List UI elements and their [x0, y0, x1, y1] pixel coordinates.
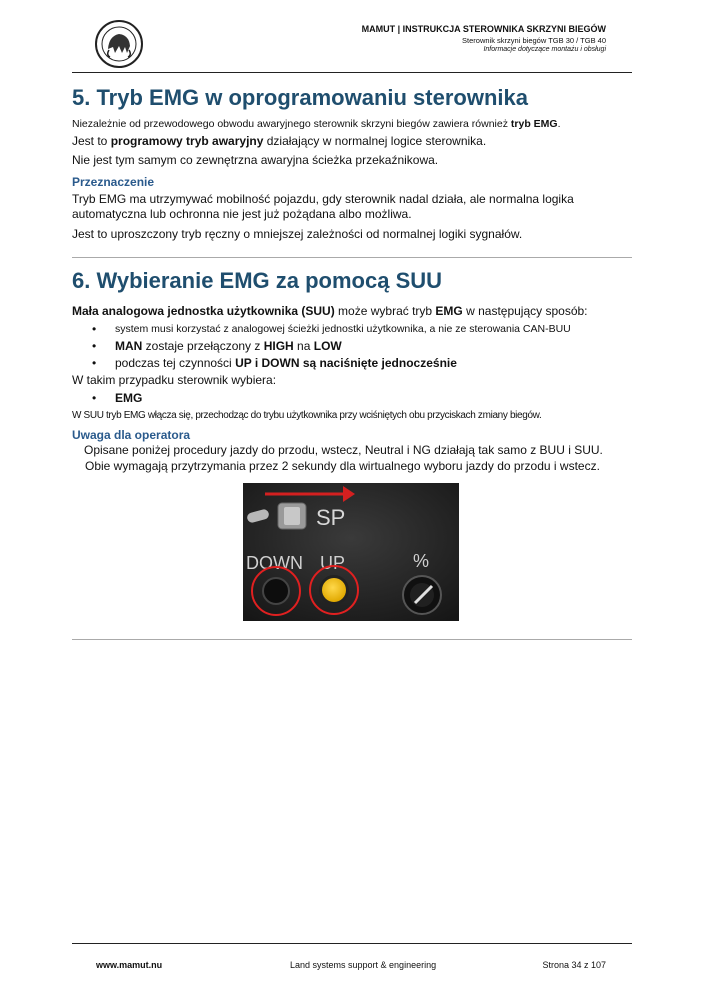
header-text [362, 24, 606, 53]
down-label: DOWN [246, 553, 303, 573]
control-panel-photo [243, 483, 459, 621]
sp-label: SP [316, 505, 346, 530]
down-button [263, 578, 289, 604]
header-subtitle: Sterownik skrzyni biegów TGB 30 / TGB 40 [462, 36, 606, 45]
section-5-title: 5. Tryb EMG w oprogramowaniu sterownika [72, 85, 528, 110]
page-header [72, 17, 632, 72]
section-6-intro: Mała analogowa jednostka użytkownika (SUU) może wybrać tryb EMG w następujący sposób: [72, 304, 588, 318]
bullet-dot: • [92, 322, 97, 336]
section-6-case-text: W takim przypadku sterownik wybiera: [72, 373, 277, 387]
up-button [322, 578, 346, 602]
section-5-paragraph-4-line-2: automatyczna lub ochronna nie jest już pożądana albo możliwa. [72, 207, 412, 221]
header-title: MAMUT | INSTRUKCJA STEROWNIKA SKRZYNI BIEGÓW [361, 24, 606, 34]
section-end-divider [72, 639, 632, 640]
section-6-title: 6. Wybieranie EMG za pomocą SUU [72, 268, 443, 293]
section-divider [72, 257, 632, 258]
section-6-note: W SUU tryb EMG włącza się, przechodząc do trybu użytkownika przy wciśniętych obu przyciskach zmiany biegów. [72, 410, 542, 421]
bullet-dot: • [92, 391, 97, 405]
operator-note-line-2: Obie wymagają przytrzymania przez 2 sekundy dla wirtualnego wyboru jazdy do przodu i wstecz. [85, 459, 600, 473]
section-5-paragraph-3: Nie jest tym samym co zewnętrzna awaryjna ścieżka przekaźnikowa. [72, 153, 439, 167]
operator-note-heading: Uwaga dla operatora [72, 428, 191, 442]
bullet-item-3: podczas tej czynności UP i DOWN są naciśnięte jednocześnie [115, 356, 457, 370]
footer-page-number: Strona 34 z 107 [542, 960, 606, 970]
operator-note-line-1: Opisane poniżej procedury jazdy do przodu, wstecz, Neutral i NG działają tak samo z BUU i SUU. [84, 443, 603, 457]
percent-label: % [413, 551, 430, 571]
section-5-paragraph-1: Niezależnie od przewodowego obwodu awaryjnego sterownik skrzyni biegów zawiera również tryb EMG. [72, 118, 561, 130]
header-subtitle-italic: Informacje dotyczące montażu i obsługi [483, 46, 606, 53]
percent-knob-icon [403, 576, 441, 614]
section-5-paragraph-4-line-1: Tryb EMG ma utrzymywać mobilność pojazdu, gdy sterownik nadal działa, ale normalna logika [72, 192, 574, 206]
mamut-logo-icon [94, 19, 144, 69]
page-footer [72, 944, 632, 984]
section-5-paragraph-2: Jest to programowy tryb awaryjny działający w normalnej logice sterownika. [72, 134, 487, 148]
section-5-paragraph-5: Jest to uproszczony tryb ręczny o mniejszej zależności od normalnej logiki sygnałów. [72, 227, 523, 241]
up-label: UP [320, 553, 346, 573]
section-5-subheading: Przeznaczenie [72, 175, 155, 189]
bullet-dot: • [92, 356, 97, 370]
footer-tagline: Land systems support & engineering [290, 960, 437, 970]
bullet-item-2: MAN zostaje przełączony z HIGH na LOW [115, 339, 342, 353]
bullet-dot: • [92, 339, 97, 353]
bullet-item-emg: EMG [115, 391, 143, 405]
header-divider [72, 72, 632, 73]
footer-website: www.mamut.nu [96, 960, 163, 970]
bullet-item-1: system musi korzystać z analogowej ścieżki jednostki użytkownika, a nie ze sterowania CAN-BUU [115, 323, 571, 335]
